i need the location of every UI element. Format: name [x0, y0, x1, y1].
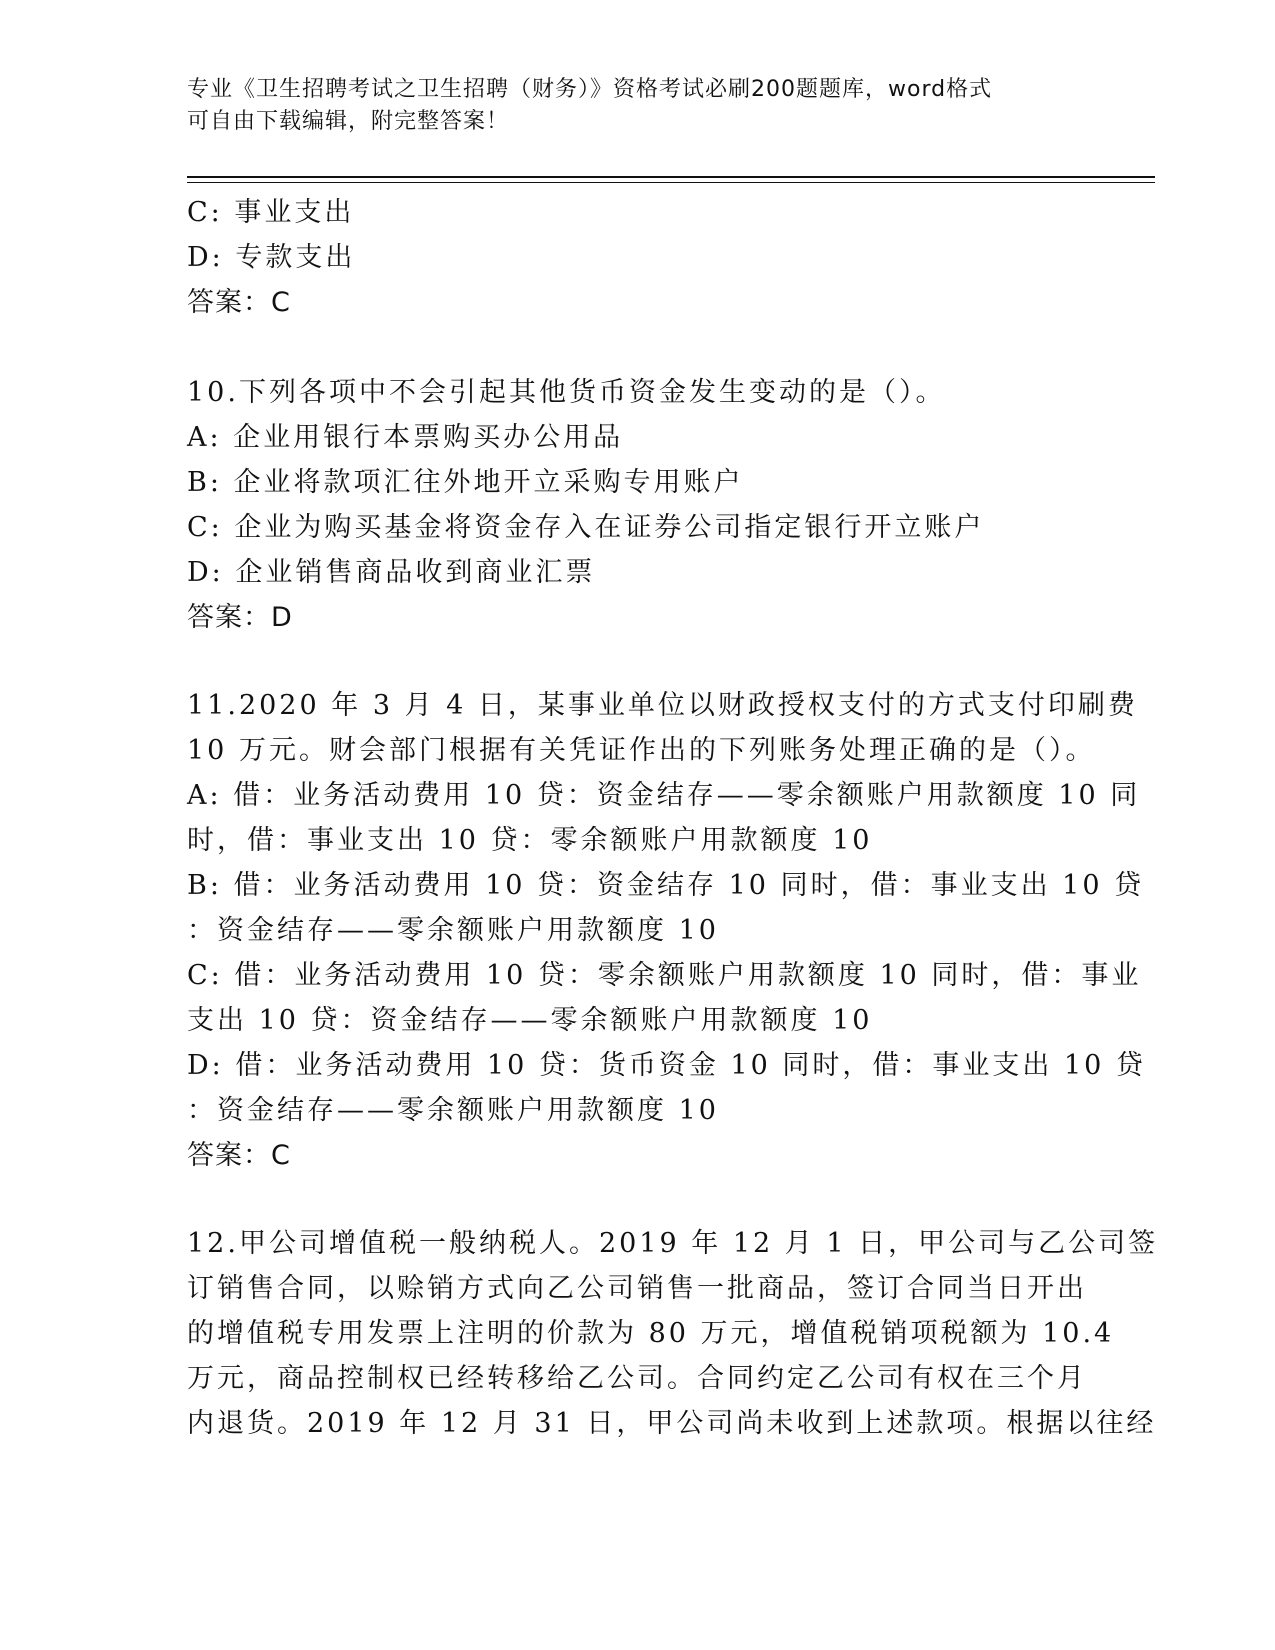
header-line-1: 专业《卫生招聘考试之卫生招聘（财务）》资格考试必刷200题题库，word格式	[187, 77, 993, 102]
option-line: A: 企业用银行本票购买办公用品	[187, 422, 624, 453]
option-line: C: 事业支出	[187, 197, 355, 228]
question-line: 10 万元。财会部门根据有关凭证作出的下列账务处理正确的是（）。	[187, 735, 1096, 766]
option-line: 时，借：事业支出 10 贷：零余额账户用款额度 10	[187, 825, 873, 856]
header-rule-thin	[187, 182, 1155, 183]
header-line-2: 可自由下载编辑，附完整答案！	[187, 109, 510, 134]
question-line: 万元，商品控制权已经转移给乙公司。合同约定乙公司有权在三个月	[187, 1363, 1087, 1394]
document-header	[187, 74, 1067, 138]
question-line: 10.下列各项中不会引起其他货币资金发生变动的是（）。	[187, 377, 946, 408]
answer-line: 答案：D	[187, 602, 293, 633]
option-line: B: 企业将款项汇往外地开立采购专用账户	[187, 467, 744, 498]
option-line: A: 借：业务活动费用 10 贷：资金结存——零余额账户用款额度 10 同	[187, 780, 1141, 811]
answer-line: 答案：C	[187, 287, 291, 318]
answer-line: 答案：C	[187, 1140, 291, 1171]
option-line: C: 企业为购买基金将资金存入在证券公司指定银行开立账户	[187, 512, 985, 543]
question-line: 12.甲公司增值税一般纳税人。2019 年 12 月 1 日，甲公司与乙公司签	[187, 1228, 1159, 1259]
question-line: 内退货。2019 年 12 月 31 日，甲公司尚未收到上述款项。根据以往经	[187, 1408, 1157, 1439]
header-rule-thick	[187, 176, 1155, 178]
question-line: 11.2020 年 3 月 4 日，某事业单位以财政授权支付的方式支付印刷费	[187, 690, 1138, 721]
option-line: C: 借：业务活动费用 10 贷：零余额账户用款额度 10 同时，借：事业	[187, 960, 1142, 991]
option-line: ：资金结存——零余额账户用款额度 10	[187, 1095, 719, 1126]
option-line: ：资金结存——零余额账户用款额度 10	[187, 915, 719, 946]
question-line: 订销售合同，以赊销方式向乙公司销售一批商品，签订合同当日开出	[187, 1273, 1087, 1304]
option-line: D: 借：业务活动费用 10 贷：货币资金 10 同时，借：事业支出 10 贷	[187, 1050, 1146, 1081]
option-line: D: 企业销售商品收到商业汇票	[187, 557, 596, 588]
question-line: 的增值税专用发票上注明的价款为 80 万元，增值税销项税额为 10.4	[187, 1318, 1115, 1349]
option-line: D: 专款支出	[187, 242, 356, 273]
option-line: 支出 10 贷：资金结存——零余额账户用款额度 10	[187, 1005, 873, 1036]
option-line: B: 借：业务活动费用 10 贷：资金结存 10 同时，借：事业支出 10 贷	[187, 870, 1145, 901]
